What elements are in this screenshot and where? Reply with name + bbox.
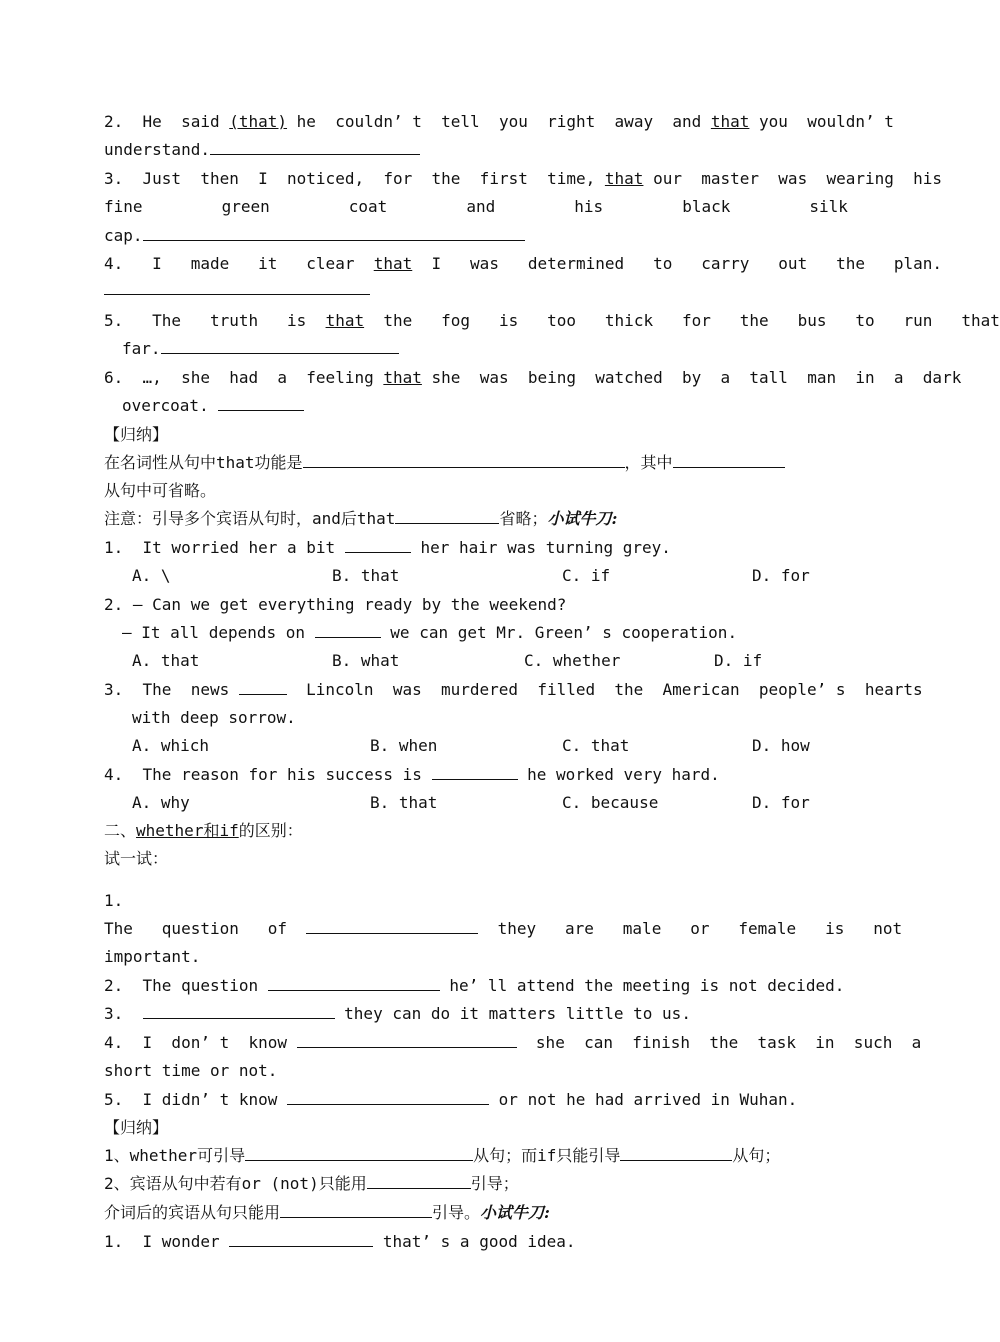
item-4-line1: 4. I made it clear that I was determined to carry out the plan. — [104, 254, 943, 273]
item-2-line2: understand. — [104, 136, 848, 164]
quiz1-q3-cont: with deep sorrow. — [132, 708, 296, 727]
item-5-line2: far. — [122, 335, 848, 363]
answer-blank[interactable] — [143, 1000, 335, 1019]
summary-line-3: 注意：引导多个宾语从句时，and后that 省略；小试牛刀: — [104, 505, 848, 533]
item-2-line1: 2. He said (that) he couldn’ t tell you right away and that you wouldn’ t — [104, 112, 894, 131]
quiz1-q4-stem: 4. The reason for his success is he worked very hard. — [104, 761, 848, 789]
option-d[interactable]: D. if — [714, 651, 763, 670]
try-item-4-line1: 4. I don’ t know she can finish the task in such a — [104, 1029, 848, 1057]
option-d[interactable]: D. for — [752, 566, 810, 585]
try-item-5: 5. I didn’ t know or not he had arrived in Wuhan. — [104, 1086, 848, 1114]
answer-blank[interactable] — [218, 392, 304, 411]
section-2-heading: 二、whether和if的区别： — [104, 821, 303, 840]
answer-blank[interactable] — [210, 136, 420, 155]
answer-blank[interactable] — [104, 276, 370, 295]
item-3-line1: 3. Just then I noticed, for the first time, that our master was wearing his — [104, 169, 943, 188]
try-item-3: 3. they can do it matters little to us. — [104, 1000, 848, 1028]
try-item-1-number: 1. — [104, 891, 124, 910]
item-3-line3: cap. — [104, 222, 848, 250]
option-b[interactable]: B. what — [332, 651, 400, 670]
option-c[interactable]: C. that — [562, 736, 630, 755]
option-c[interactable]: C. whether — [524, 651, 621, 670]
answer-blank[interactable] — [161, 335, 399, 354]
answer-blank[interactable] — [345, 534, 411, 553]
quiz1-q2-sub: — It all depends on we can get Mr. Green’ s cooperation. — [122, 619, 866, 647]
answer-blank[interactable] — [268, 972, 440, 991]
item-4-line2 — [104, 276, 848, 304]
try-item-1-line2: important. — [104, 947, 201, 966]
answer-blank[interactable] — [367, 1170, 471, 1189]
quiz1-q3-stem: 3. The news Lincoln was murdered filled the American people’ s hearts — [104, 676, 848, 704]
summary2-line-2: 2、宾语从句中若有or (not)只能用 引导； — [104, 1170, 848, 1198]
answer-blank[interactable] — [395, 505, 499, 524]
answer-blank[interactable] — [432, 761, 518, 780]
try-item-4-line2: short time or not. — [104, 1061, 278, 1080]
answer-blank[interactable] — [673, 449, 785, 468]
item-6-line2: overcoat. — [122, 392, 848, 420]
answer-blank[interactable] — [287, 1086, 489, 1105]
option-a[interactable]: A. that — [132, 651, 200, 670]
option-a[interactable]: A. which — [132, 736, 210, 755]
answer-blank[interactable] — [620, 1142, 732, 1161]
option-a[interactable]: A. \ — [132, 566, 171, 585]
try-item-2: 2. The question he’ ll attend the meeting is not decided. — [104, 972, 848, 1000]
quiz1-q2-options — [104, 647, 848, 675]
answer-blank[interactable] — [303, 449, 625, 468]
try-item-1-line1: The question of they are male or female is not — [104, 915, 848, 943]
option-c[interactable]: C. because — [562, 793, 659, 812]
answer-blank[interactable] — [143, 222, 525, 241]
quiz1-q3-options — [104, 732, 848, 760]
summary-line-1: 在名词性从句中that功能是 ，其中 — [104, 449, 848, 477]
option-c[interactable]: C. if — [562, 566, 611, 585]
quiz1-q1-options — [104, 562, 848, 590]
option-d[interactable]: D. for — [752, 793, 810, 812]
option-d[interactable]: D. how — [752, 736, 810, 755]
summary-heading: 【归纳】 — [104, 425, 169, 444]
answer-blank[interactable] — [229, 1228, 373, 1247]
answer-blank[interactable] — [245, 1142, 473, 1161]
item-6-line1: 6. …, she had a feeling that she was being watched by a tall man in a dark — [104, 368, 962, 387]
item-5-line1: 5. The truth is that the fog is too thick for the bus to run that — [104, 311, 1000, 330]
summary2-heading: 【归纳】 — [104, 1118, 169, 1137]
option-b[interactable]: B. that — [370, 793, 438, 812]
option-b[interactable]: B. that — [332, 566, 400, 585]
item-3-line2: fine green coat and his black silk — [104, 197, 848, 216]
answer-blank[interactable] — [280, 1199, 432, 1218]
summary2-line-3: 介词后的宾语从句只能用 引导。小试牛刀: — [104, 1199, 848, 1227]
quiz1-q4-options — [104, 789, 848, 817]
option-a[interactable]: A. why — [132, 793, 190, 812]
answer-blank[interactable] — [239, 676, 287, 695]
quiz2-q1-stem: 1. I wonder that’ s a good idea. — [104, 1228, 848, 1256]
summary2-line-1: 1、whether可引导 从句；而if只能引导 从句； — [104, 1142, 848, 1170]
option-b[interactable]: B. when — [370, 736, 438, 755]
summary-line-2: 从句中可省略。 — [104, 481, 217, 500]
answer-blank[interactable] — [297, 1029, 517, 1048]
answer-blank[interactable] — [315, 619, 381, 638]
try-label: 试一试： — [104, 849, 169, 868]
quiz1-q1-stem: 1. It worried her a bit her hair was turning grey. — [104, 534, 848, 562]
answer-blank[interactable] — [306, 915, 478, 934]
quiz1-q2-stem: 2. — Can we get everything ready by the weekend? — [104, 595, 567, 614]
